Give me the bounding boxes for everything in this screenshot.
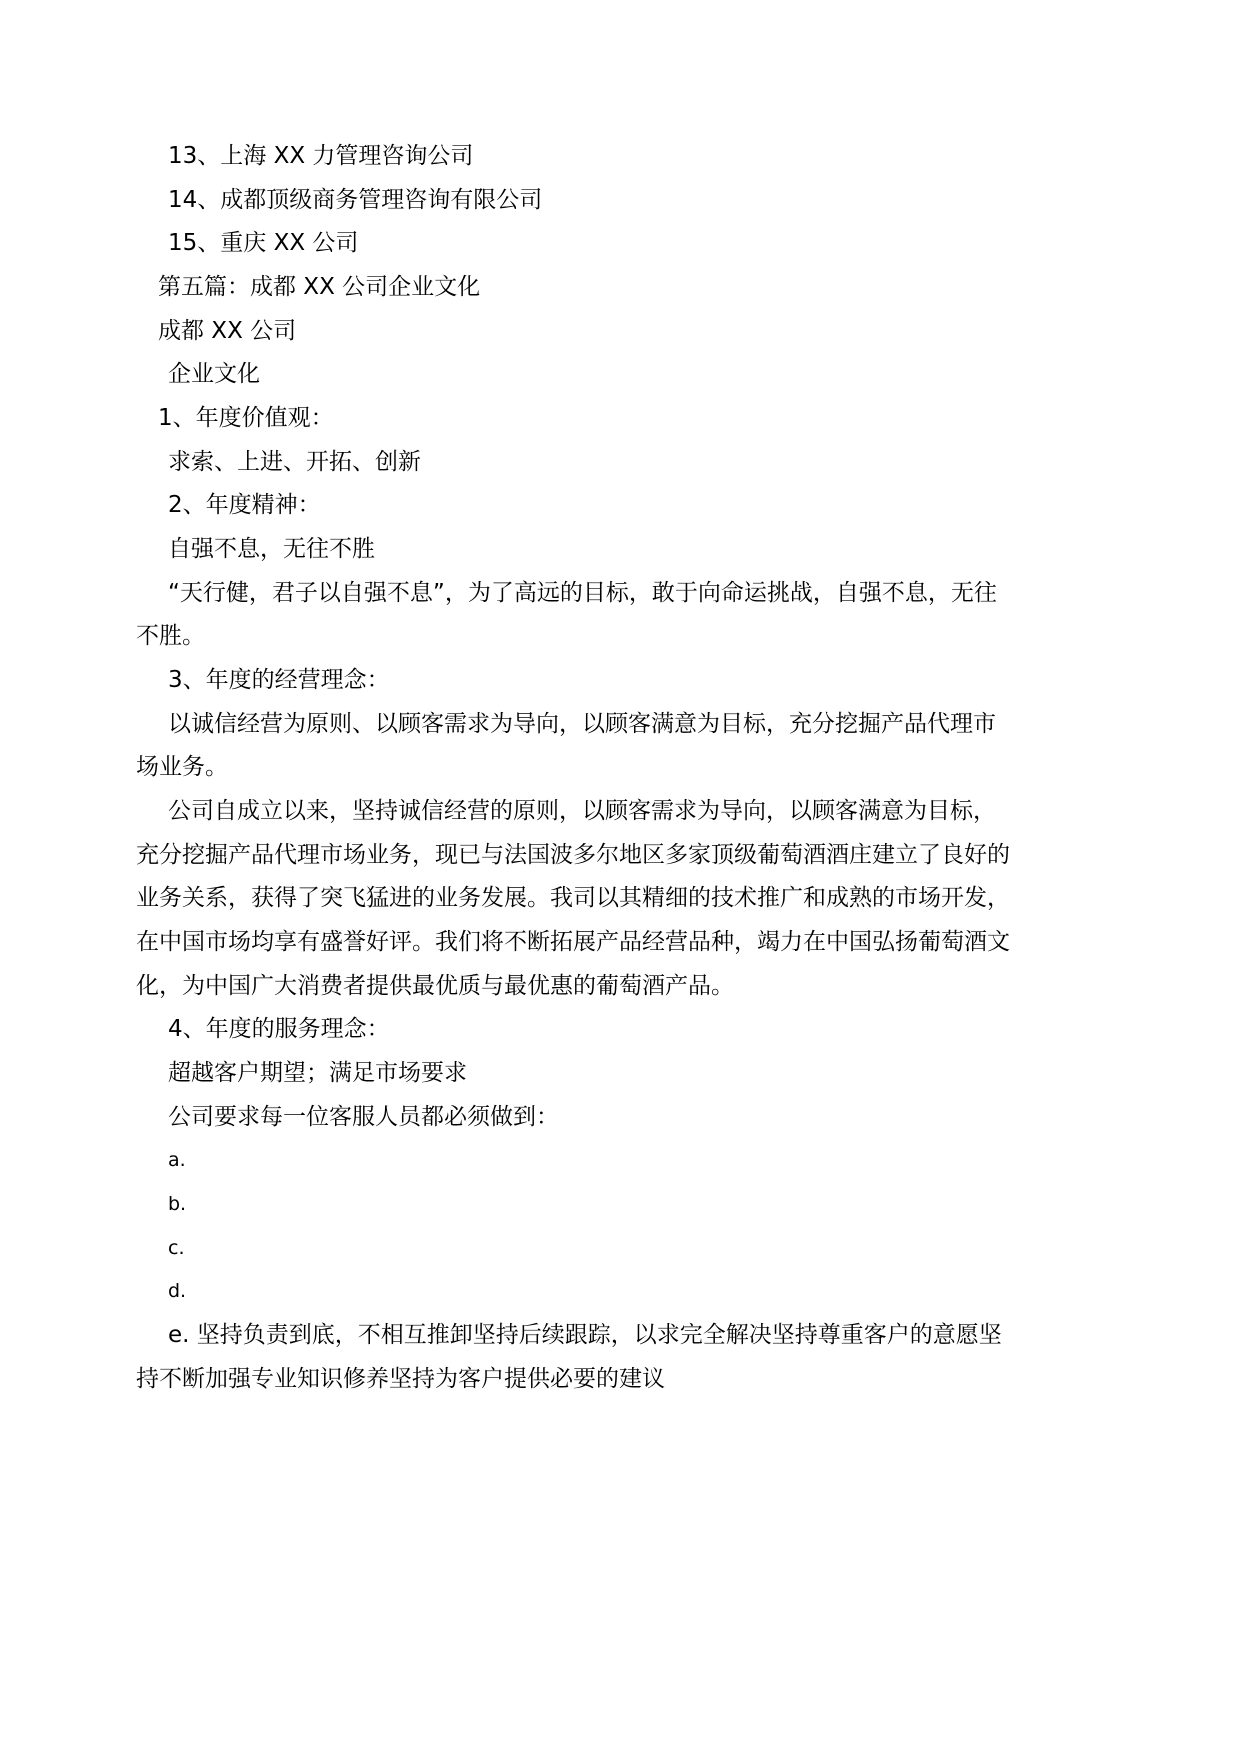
heading-business-philosophy: 3、年度的经营理念： (168, 667, 390, 693)
list-item-15: 15、重庆 XX 公司 (168, 230, 359, 256)
company-name: 成都 XX 公司 (158, 318, 297, 344)
list-item-e-line-2: 持不断加强专业知识修养坚持为客户提供必要的建议 (136, 1366, 665, 1392)
subheading-culture: 企业文化 (168, 361, 260, 387)
paragraph-company-line-2: 充分挖掘产品代理市场业务，现已与法国波多尔地区多家顶级葡萄酒酒庄建立了良好的 (136, 842, 1010, 868)
paragraph-company-line-1: 公司自成立以来，坚持诚信经营的原则，以顾客需求为导向，以顾客满意为目标， (168, 798, 996, 824)
service-requirement-intro: 公司要求每一位客服人员都必须做到： (168, 1104, 559, 1130)
heading-spirit: 2、年度精神： (168, 492, 321, 518)
paragraph-company-line-3: 业务关系，获得了突飞猛进的业务发展。我司以其精细的技术推广和成熟的市场开发， (136, 885, 1010, 911)
paragraph-philosophy-line-1: 以诚信经营为原则、以顾客需求为导向，以顾客满意为目标，充分挖掘产品代理市 (168, 711, 996, 737)
heading-service-philosophy: 4、年度的服务理念： (168, 1016, 390, 1042)
list-item-13: 13、上海 XX 力管理咨询公司 (168, 143, 474, 169)
list-item-d: d. (168, 1280, 187, 1302)
paragraph-company-line-4: 在中国市场均享有盛誉好评。我们将不断拓展产品经营品种，竭力在中国弘扬葡萄酒文 (136, 929, 1010, 955)
service-motto: 超越客户期望；满足市场要求 (168, 1060, 467, 1086)
list-item-c: c. (168, 1237, 185, 1259)
paragraph-quote-line-1: “天行健，君子以自强不息”，为了高远的目标，敢于向命运挑战，自强不息，无往 (168, 580, 997, 606)
list-item-14: 14、成都顶级商务管理咨询有限公司 (168, 187, 543, 213)
section-title: 第五篇：成都 XX 公司企业文化 (158, 274, 481, 300)
list-item-e-line-1: e. 坚持负责到底，不相互推卸坚持后续跟踪，以求完全解决坚持尊重客户的意愿坚 (168, 1322, 1002, 1348)
paragraph-company-line-5: 化，为中国广大消费者提供最优质与最优惠的葡萄酒产品。 (136, 973, 734, 999)
values-text: 求索、上进、开拓、创新 (168, 449, 421, 475)
spirit-text: 自强不息，无往不胜 (168, 536, 375, 562)
list-item-a: a. (168, 1149, 186, 1171)
paragraph-philosophy-line-2: 场业务。 (136, 754, 228, 780)
list-item-b: b. (168, 1193, 187, 1215)
paragraph-quote-line-2: 不胜。 (136, 623, 205, 649)
heading-values: 1、年度价值观： (158, 405, 334, 431)
